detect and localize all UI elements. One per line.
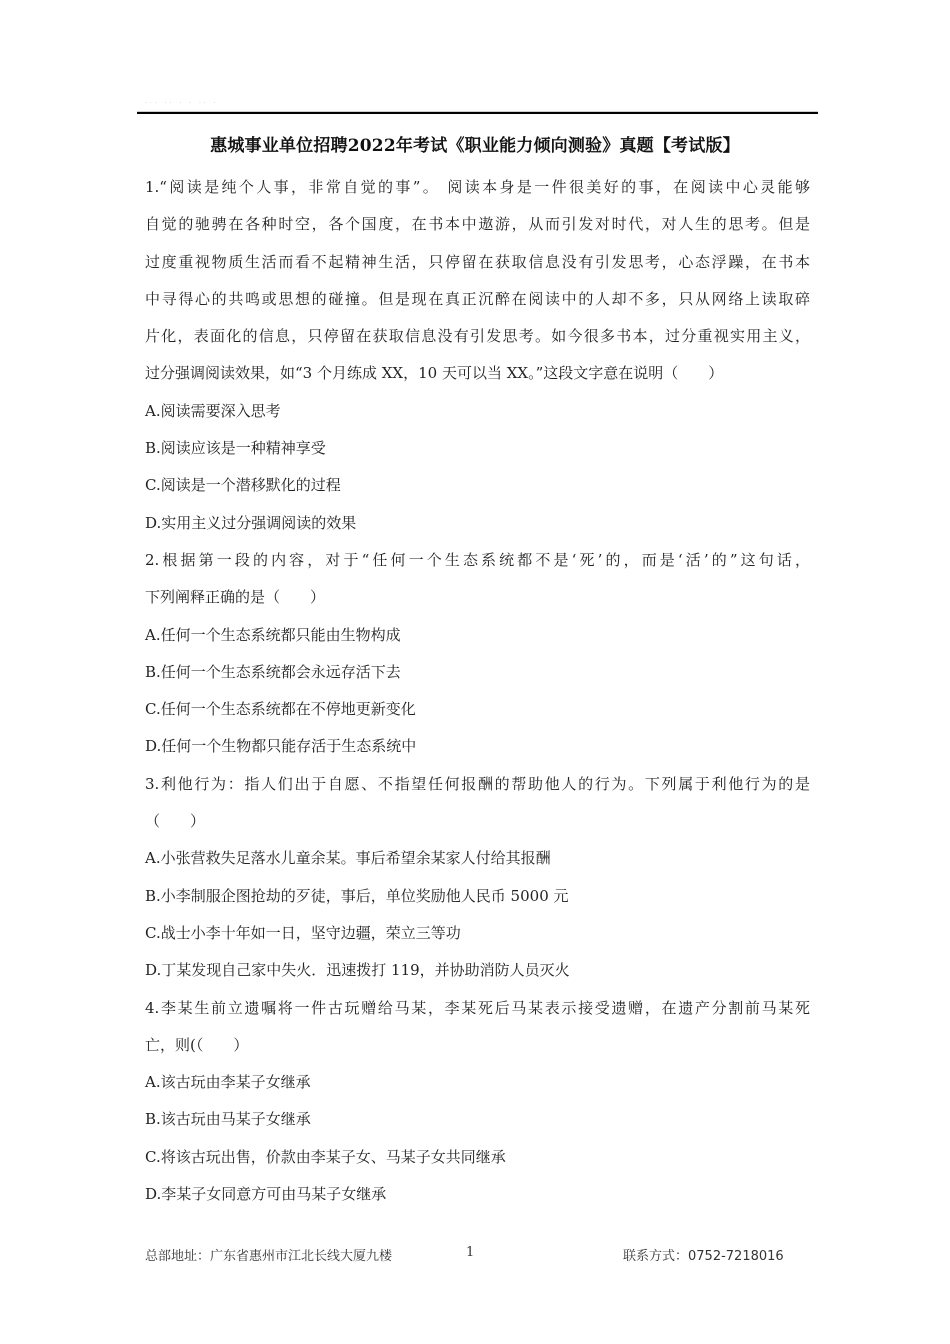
question-stem-line: 片化，表面化的信息，只停留在获取信息没有引发思考。如今很多书本，过分重视实用主义，	[145, 327, 810, 346]
question-stem-line: 1.“阅读是纯个人事，非常自觉的事”。 阅读本身是一件很美好的事，在阅读中心灵能够	[145, 178, 810, 196]
option-a: A.该古玩由李某子女继承	[145, 1073, 311, 1092]
question-list	[145, 176, 810, 1220]
option-d: D.丁某发现自己家中失火．迅速拨打 119，并协助消防人员灭火	[145, 961, 570, 980]
option-c: C.将该古玩出售，价款由李某子女、马某子女共同继承	[145, 1147, 506, 1166]
option-c: C.任何一个生态系统都在不停地更新变化	[145, 700, 416, 719]
question-stem-line: 过度重视物质生活而看不起精神生活，只停留在获取信息没有引发思考，心态浮躁，在书本	[145, 252, 810, 271]
question-stem-line: 过分强调阅读效果，如“3 个月练成 XX，10 天可以当 XX。”这段文字意在说明（ ）	[145, 364, 724, 383]
question-4	[145, 997, 810, 1221]
question-stem-line: 2.根据第一段的内容，对于“任何一个生态系统都不是‘死’的，而是‘活’的”这句话，	[145, 550, 810, 569]
question-stem-line: 自觉的驰骋在各种时空，各个国度，在书本中遨游，从而引发对时代，对人生的思考。但是	[145, 215, 810, 234]
question-3	[145, 773, 810, 997]
footer-address: 总部地址：广东省惠州市江北长线大厦九楼	[145, 1249, 393, 1264]
footer-contact: 联系方式：0752-7218016	[623, 1249, 784, 1264]
question-2	[145, 549, 810, 773]
page-footer	[145, 1245, 795, 1265]
option-d: D.李某子女同意方可由马某子女继承	[145, 1185, 387, 1204]
header-faint-text: ··· ·· · · ·· ·	[145, 100, 219, 107]
question-stem-line: 4.李某生前立遗嘱将一件古玩赠给马某，李某死后马某表示接受遗赠，在遗产分割前马某死	[145, 998, 810, 1017]
option-b: B.该古玩由马某子女继承	[145, 1110, 311, 1129]
option-d: D.任何一个生物都只能存活于生态系统中	[145, 737, 417, 756]
page-number: 1	[466, 1245, 475, 1260]
header-divider	[137, 111, 818, 114]
question-stem-line: （ ）	[145, 812, 206, 831]
question-stem-line: 中寻得心的共鸣或思想的碰撞。但是现在真正沉醉在阅读中的人却不多，只从网络上读取碎	[145, 289, 810, 308]
question-stem-line: 3.利他行为：指人们出于自愿、不指望任何报酬的帮助他人的行为。下列属于利他行为的是	[145, 774, 810, 793]
option-b: B.任何一个生态系统都会永远存活下去	[145, 662, 401, 681]
question-stem-line: 亡，则(（ ）	[145, 1035, 249, 1054]
option-b: B.小李制服企图抢劫的歹徒，事后，单位奖励他人民币 5000 元	[145, 886, 569, 905]
option-c: C.阅读是一个潜移默化的过程	[145, 476, 341, 495]
option-d: D.实用主义过分强调阅读的效果	[145, 513, 357, 532]
question-stem-line: 下列阐释正确的是（ ）	[145, 588, 326, 607]
option-c: C.战士小李十年如一日，坚守边疆，荣立三等功	[145, 923, 461, 942]
question-1	[145, 176, 810, 549]
option-a: A.小张营救失足落水儿童余某。事后希望余某家人付给其报酬	[145, 849, 551, 868]
option-b: B.阅读应该是一种精神享受	[145, 439, 326, 458]
document-title: 惠城事业单位招聘2022年考试《职业能力倾向测验》真题【考试版】	[210, 136, 740, 156]
option-a: A.任何一个生态系统都只能由生物构成	[145, 625, 401, 644]
option-a: A.阅读需要深入思考	[145, 401, 281, 420]
